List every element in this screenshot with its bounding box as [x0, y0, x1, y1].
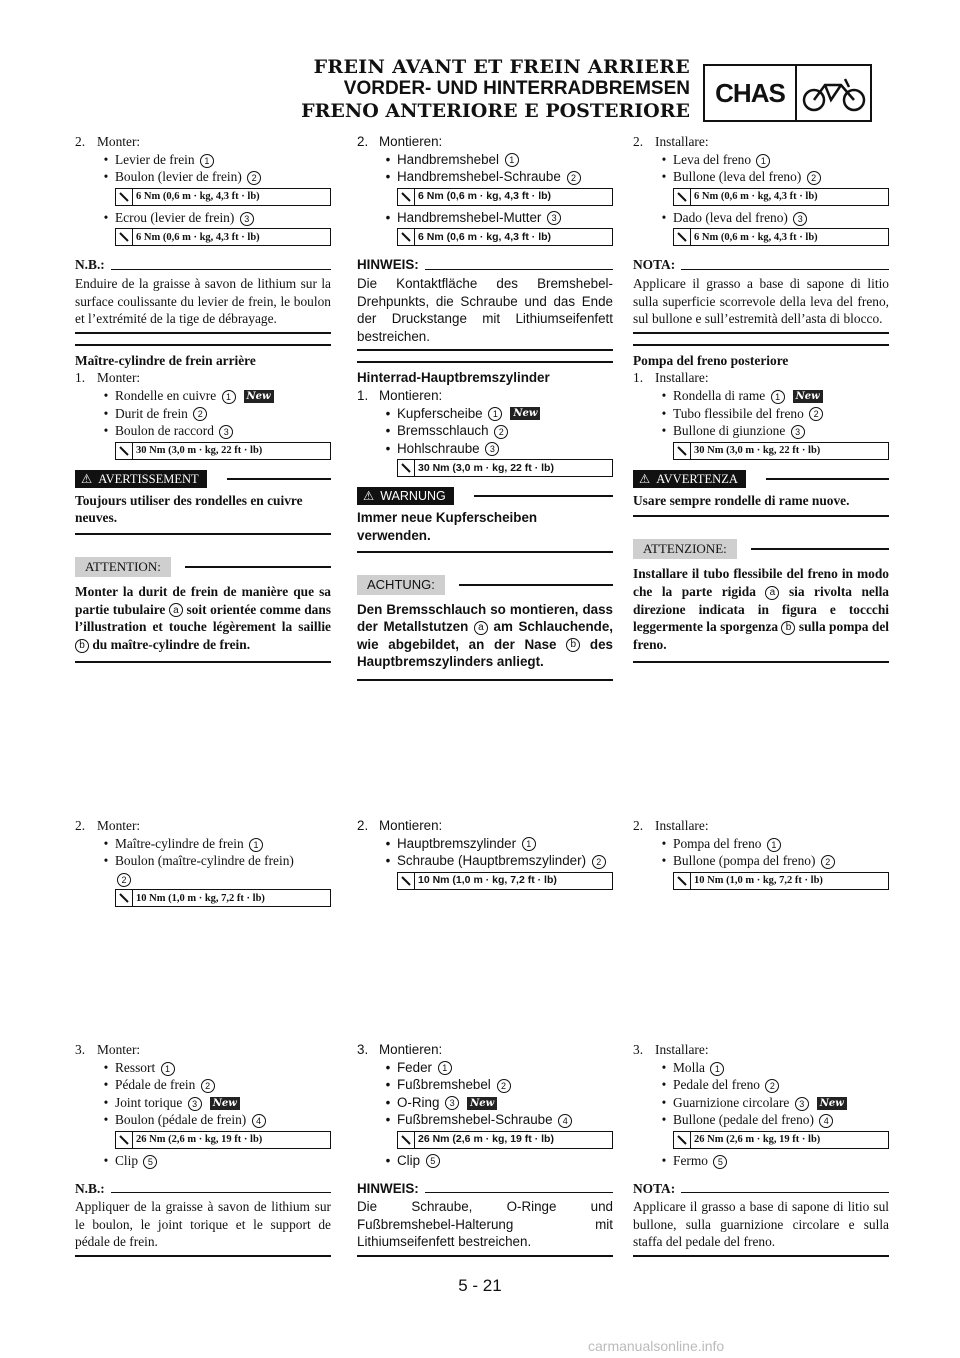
header-title-fr: FREIN AVANT ET FREIN ARRIERE: [313, 56, 690, 78]
torque-value: 26 Nm (2,6 m · kg, 19 ft · lb): [418, 1133, 554, 1146]
item-text: Bullone (leva del freno): [673, 169, 802, 185]
note-text: Enduire de la graisse à savon de lithium sur la surface coulissante du levier de frein, le boulon et l’extrémité de la tige de débrayage.: [75, 275, 331, 334]
wrench-icon: [116, 189, 133, 205]
item-text: Bullone (pompa del freno): [673, 853, 816, 869]
list-item: • Bullone (pedale del freno) 4: [633, 1111, 889, 1129]
note-label: HINWEIS:: [357, 1180, 419, 1196]
item-text: Fußbremshebel: [397, 1077, 491, 1093]
section-code: CHAS: [705, 66, 797, 120]
note-text: Appliquer de la graisse à savon de lithium sur le boulon, le joint torique et le support de pédale de frein.: [75, 1198, 331, 1257]
caution-text: Den Bremsschlauch so montieren, dass der Metallstutzen a am Schlauchende, wie abgebildet, an der Nase b des Hauptbremszylinders anliegt.: [357, 601, 613, 681]
item-text: Durit de frein: [115, 405, 188, 421]
note-header: [633, 1180, 889, 1198]
list-item: • Boulon (pédale de frein) 4: [75, 1111, 331, 1129]
torque-spec: [397, 188, 613, 206]
note-label: NOTA:: [633, 1180, 676, 1196]
list-item: • Joint torique 3 New: [75, 1094, 331, 1112]
item-text: Rondelle en cuivre: [115, 387, 217, 403]
list-item: • Pedale del freno 2: [633, 1076, 889, 1094]
page-header: [301, 56, 690, 122]
new-badge: New: [510, 407, 540, 420]
item-text: Boulon (pédale de frein): [115, 1112, 247, 1128]
wrench-icon: [398, 873, 415, 889]
note-header: [75, 1180, 331, 1198]
list-item: • Handbremshebel 1: [357, 151, 613, 169]
callout-1: 1: [710, 1062, 724, 1076]
torque-value: 10 Nm (1,0 m · kg, 7,2 ft · lb): [694, 874, 823, 886]
callout-a: a: [765, 586, 779, 600]
callout-2: 2: [247, 171, 261, 185]
list-item: • Hauptbremszylinder 1: [357, 835, 613, 853]
item-text: Kupferscheibe: [397, 405, 483, 421]
item-text: O-Ring: [397, 1094, 440, 1110]
list-item: • Hohlschraube 3: [357, 440, 613, 458]
list-item: • Pédale de frein 2: [75, 1076, 331, 1094]
item-text: Boulon (maître-cylindre de frein): [115, 853, 294, 869]
new-badge: New: [244, 390, 274, 403]
step-verb: Installare:: [655, 370, 709, 386]
col-it-block1: [633, 133, 889, 663]
item-text: Schraube (Hauptbremszylinder): [397, 853, 587, 869]
caution-header: [357, 575, 613, 595]
step-verb: Monter:: [97, 818, 141, 833]
caution-text: Installare il tubo flessibile del freno in modo che la parte rigida a sia rivolta nella direzione indicata in figura e toccchi leggermente la sporgenza b sulla pompa del freno.: [633, 565, 889, 663]
callout-1: 1: [200, 154, 214, 168]
item-text: Ecrou (levier de frein): [115, 209, 235, 225]
note-label: NOTA:: [633, 257, 676, 273]
callout-a: a: [474, 621, 488, 635]
item-text: Fermo: [673, 1152, 708, 1168]
step-verb: Installare:: [655, 1042, 709, 1057]
torque-spec: [673, 1131, 889, 1149]
step: [75, 817, 331, 835]
list-item: • Leva del freno 1: [633, 151, 889, 169]
callout-3: 3: [445, 1096, 459, 1110]
step-verb: Monter:: [97, 1042, 141, 1057]
list-item: • Boulon (levier de frein) 2: [75, 168, 331, 186]
warning-triangle-icon: ⚠: [363, 489, 375, 504]
list-item: • Handbremshebel-Schraube 2: [357, 168, 613, 186]
section-title: Maître-cylindre de frein arrière: [75, 344, 331, 370]
warning-text: Immer neue Kupferscheiben verwenden.: [357, 509, 613, 552]
wrench-icon: [398, 460, 415, 476]
callout-3: 3: [219, 425, 233, 439]
step: [75, 133, 331, 151]
list-item: • Fußbremshebel-Schraube 4: [357, 1111, 613, 1129]
item-text: Boulon (levier de frein): [115, 169, 242, 185]
caution-text: Monter la durit de frein de manière que sa partie tubulaire a soit orientée comme dans l’illustration et touche légèrement la saillie b du maître-cylindre de frein.: [75, 583, 331, 663]
wrench-icon: [116, 229, 133, 245]
torque-spec: [397, 872, 613, 890]
note-label: N.B.:: [75, 1180, 105, 1196]
list-item: • Feder 1: [357, 1059, 613, 1077]
warning-header: [75, 470, 331, 488]
new-badge: New: [817, 1097, 847, 1110]
item-text: Clip: [397, 1152, 421, 1168]
torque-value: 6 Nm (0,6 m · kg, 4,3 ft · lb): [136, 231, 260, 243]
callout-1: 1: [767, 838, 781, 852]
item-text: Tubo flessibile del freno: [673, 405, 804, 421]
callout-a: a: [169, 603, 183, 617]
item-text: Leva del freno: [673, 151, 752, 167]
torque-spec: [115, 889, 331, 907]
torque-spec: [115, 442, 331, 460]
new-badge: New: [793, 390, 823, 403]
col-it-block2: [633, 817, 889, 893]
warning-header: [357, 487, 613, 505]
note-header: [633, 256, 889, 274]
step-number: 2.: [357, 818, 369, 833]
callout-2: 2: [592, 855, 606, 869]
callout-2: 2: [193, 407, 207, 421]
caution-label: ATTENZIONE:: [633, 539, 737, 559]
callout-2: 2: [809, 407, 823, 421]
callout-1: 1: [488, 407, 502, 421]
torque-value: 30 Nm (3,0 m · kg, 22 ft · lb): [694, 444, 821, 456]
warning-label: WARNUNG: [380, 489, 446, 504]
item-text: Rondella di rame: [673, 387, 766, 403]
note-text: Die Schraube, O-Ringe und Fußbremshebel-Halterung mit Lithiumseifenfett bestreichen.: [357, 1198, 613, 1257]
step-verb: Monter:: [97, 370, 141, 386]
list-item: • Bullone di giunzione 3: [633, 422, 889, 440]
item-text: Guarnizione circolare: [673, 1094, 790, 1110]
step-verb: Montieren:: [379, 134, 443, 149]
torque-spec: [673, 442, 889, 460]
callout-2: 2: [567, 171, 581, 185]
callout-1: 1: [756, 154, 770, 168]
callout-1: 1: [161, 1062, 175, 1076]
note-text: Applicare il grasso a base di sapone di litio sulla superficie scorrevole della leva del freno, sul bullone e sull’estremità dell’asta di blocco.: [633, 275, 889, 334]
callout-3: 3: [795, 1097, 809, 1111]
callout-4: 4: [819, 1114, 833, 1128]
col-fr-block2: [75, 817, 331, 910]
item-text: Bullone di giunzione: [673, 423, 786, 439]
step-verb: Installare:: [655, 134, 709, 149]
list-item: • Bullone (pompa del freno) 2: [633, 852, 889, 870]
list-item: • Fermo 5: [633, 1152, 889, 1170]
wrench-icon: [398, 229, 415, 245]
warning-text: Usare sempre rondelle di rame nuove.: [633, 492, 889, 518]
torque-spec: [673, 228, 889, 246]
list-item: • Boulon (maître-cylindre de frein) 2: [103, 853, 294, 885]
step: [75, 1041, 331, 1059]
callout-4: 4: [252, 1114, 266, 1128]
wrench-icon: [674, 443, 691, 459]
item-text: Clip: [115, 1152, 139, 1168]
item-text: Bremsschlauch: [397, 423, 489, 439]
torque-spec: [115, 228, 331, 246]
item-text: Handbremshebel: [397, 151, 499, 167]
callout-1: 1: [771, 390, 785, 404]
step: [357, 1041, 613, 1059]
torque-value: 6 Nm (0,6 m · kg, 4,3 ft · lb): [694, 231, 818, 243]
list-item: • Levier de frein 1: [75, 151, 331, 169]
step-number: 1.: [633, 370, 644, 386]
item-text: Pédale de frein: [115, 1077, 196, 1093]
list-item: • Boulon de raccord 3: [75, 422, 331, 440]
callout-5: 5: [426, 1154, 440, 1168]
torque-value: 6 Nm (0,6 m · kg, 4,3 ft · lb): [418, 230, 552, 243]
torque-value: 6 Nm (0,6 m · kg, 4,3 ft · lb): [136, 190, 260, 202]
wrench-icon: [674, 229, 691, 245]
step: [633, 817, 889, 835]
torque-value: 26 Nm (2,6 m · kg, 19 ft · lb): [694, 1134, 821, 1146]
item-text: Bullone (pedale del freno): [673, 1112, 814, 1128]
step-verb: Montieren:: [379, 818, 443, 833]
torque-value: 30 Nm (3,0 m · kg, 22 ft · lb): [418, 461, 554, 474]
watermark: carmanualsonline.info: [588, 1338, 725, 1354]
callout-1: 1: [438, 1061, 452, 1075]
col-de-block3: [357, 1041, 613, 1257]
callout-3: 3: [240, 212, 254, 226]
step: [357, 133, 613, 151]
item-text: Dado (leva del freno): [673, 209, 788, 225]
step: [633, 133, 889, 151]
list-item: • Molla 1: [633, 1059, 889, 1077]
wrench-icon: [398, 1132, 415, 1148]
callout-1: 1: [249, 838, 263, 852]
item-text: Ressort: [115, 1059, 156, 1075]
page-number: 5 - 21: [458, 1276, 502, 1295]
col-it-block3: [633, 1041, 889, 1257]
note-header: [357, 256, 613, 274]
torque-value: 10 Nm (1,0 m · kg, 7,2 ft · lb): [418, 873, 557, 886]
torque-spec: [397, 459, 613, 477]
new-badge: New: [210, 1097, 240, 1110]
warning-triangle-icon: ⚠: [81, 471, 93, 486]
item-text: Feder: [397, 1059, 432, 1075]
callout-b: b: [781, 621, 795, 635]
callout-2: 2: [765, 1079, 779, 1093]
callout-3: 3: [547, 211, 561, 225]
warning-header: [633, 470, 889, 488]
torque-spec: [115, 1131, 331, 1149]
step: [357, 387, 613, 405]
item-text: Fußbremshebel-Schraube: [397, 1112, 553, 1128]
step: [633, 1041, 889, 1059]
step-number: 3.: [75, 1042, 86, 1057]
list-item: • Ressort 1: [75, 1059, 331, 1077]
note-header: [75, 256, 331, 274]
callout-5: 5: [713, 1155, 727, 1169]
step-verb: Installare:: [655, 818, 709, 833]
wrench-icon: [674, 1132, 691, 1148]
step: [75, 369, 331, 387]
item-text: Hohlschraube: [397, 440, 480, 456]
list-item: • Bullone (leva del freno) 2: [633, 168, 889, 186]
section-badge: [703, 64, 872, 122]
step-verb: Monter:: [97, 134, 141, 149]
wrench-icon: [674, 189, 691, 205]
wrench-icon: [116, 1132, 133, 1148]
list-item: • Tubo flessibile del freno 2: [633, 405, 889, 423]
wrench-icon: [116, 443, 133, 459]
callout-b: b: [75, 639, 89, 653]
torque-spec: [397, 228, 613, 246]
item-text: Pompa del freno: [673, 835, 762, 851]
torque-spec: [673, 872, 889, 890]
step-number: 2.: [633, 818, 644, 833]
col-fr-block1: [75, 133, 331, 663]
torque-spec: [397, 1131, 613, 1149]
list-item: • Durit de frein 2: [75, 405, 331, 423]
step-number: 3.: [357, 1042, 369, 1057]
header-title-de: VORDER- UND HINTERRADBREMSEN: [343, 78, 690, 99]
callout-2: 2: [117, 873, 131, 887]
step-number: 2.: [75, 134, 86, 149]
callout-1: 1: [222, 390, 236, 404]
list-item: • Maître-cylindre de frein 1: [75, 835, 331, 853]
item-text: Boulon de raccord: [115, 423, 214, 439]
callout-5: 5: [143, 1155, 157, 1169]
wrench-icon: [398, 189, 415, 205]
callout-1: 1: [522, 837, 536, 851]
callout-2: 2: [821, 855, 835, 869]
new-badge: New: [467, 1097, 497, 1110]
note-label: N.B.:: [75, 257, 105, 273]
item-text: Handbremshebel-Schraube: [397, 169, 561, 185]
list-item: • Clip 5: [75, 1152, 331, 1170]
step: [633, 369, 889, 387]
warning-label: AVERTISSEMENT: [98, 471, 199, 486]
caution-label: ATTENTION:: [75, 557, 171, 577]
step-number: 2.: [357, 134, 369, 149]
callout-4: 4: [558, 1114, 572, 1128]
list-item: • Kupferscheibe 1 New: [357, 405, 613, 423]
item-text: Handbremshebel-Mutter: [397, 209, 542, 225]
col-de-block1: [357, 133, 613, 681]
col-de-block2: [357, 817, 613, 893]
list-item: • Schraube (Hauptbremszylinder) 2: [357, 852, 613, 870]
callout-3: 3: [485, 442, 499, 456]
callout-2: 2: [201, 1079, 215, 1093]
step-number: 2.: [633, 134, 644, 149]
item-text: Maître-cylindre de frein: [115, 835, 244, 851]
header-title-it: FRENO ANTERIORE E POSTERIORE: [301, 100, 690, 122]
callout-1: 1: [505, 153, 519, 167]
motorcycle-icon: [797, 66, 870, 120]
item-text: Molla: [673, 1059, 705, 1075]
torque-value: 6 Nm (0,6 m · kg, 4,3 ft · lb): [418, 189, 552, 202]
col-fr-block3: [75, 1041, 331, 1257]
list-item: • Rondella di rame 1 New: [633, 387, 889, 405]
caution-label: ACHTUNG:: [357, 575, 445, 595]
torque-spec: [115, 188, 331, 206]
list-item: • Rondelle en cuivre 1 New: [75, 387, 331, 405]
note-text: Die Kontaktfläche des Bremshebel-Drehpunkts, die Schraube und das Ende der Druckstange mit Lithiumseifenfett bestreichen.: [357, 275, 613, 351]
step-number: 1.: [75, 370, 86, 386]
callout-2: 2: [494, 425, 508, 439]
callout-2: 2: [807, 171, 821, 185]
list-item: • Fußbremshebel 2: [357, 1076, 613, 1094]
step-number: 2.: [75, 818, 86, 833]
list-item: • Ecrou (levier de frein) 3: [75, 209, 331, 227]
caution-header: [633, 539, 889, 559]
list-item: • Guarnizione circolare 3 New: [633, 1094, 889, 1112]
step-verb: Montieren:: [379, 387, 443, 403]
warning-label: AVVERTENZA: [656, 471, 738, 486]
section-title: Pompa del freno posteriore: [633, 344, 889, 370]
list-item: • Bremsschlauch 2: [357, 422, 613, 440]
callout-3: 3: [791, 425, 805, 439]
item-text: Pedale del freno: [673, 1077, 760, 1093]
torque-spec: [673, 188, 889, 206]
callout-3: 3: [188, 1097, 202, 1111]
list-item: • Pompa del freno 1: [633, 835, 889, 853]
step-verb: Montieren:: [379, 1042, 443, 1057]
step-number: 3.: [633, 1042, 644, 1057]
torque-value: 10 Nm (1,0 m · kg, 7,2 ft · lb): [136, 892, 265, 904]
list-item: • Dado (leva del freno) 3: [633, 209, 889, 227]
torque-value: 26 Nm (2,6 m · kg, 19 ft · lb): [136, 1134, 263, 1146]
wrench-icon: [674, 873, 691, 889]
item-text: Levier de frein: [115, 151, 195, 167]
list-item: • Handbremshebel-Mutter 3: [357, 209, 613, 227]
item-text: Joint torique: [115, 1094, 183, 1110]
torque-value: 30 Nm (3,0 m · kg, 22 ft · lb): [136, 444, 263, 456]
step-number: 1.: [357, 387, 369, 403]
note-label: HINWEIS:: [357, 257, 419, 273]
callout-2: 2: [497, 1079, 511, 1093]
warning-text: Toujours utiliser des rondelles en cuivre neuves.: [75, 492, 331, 535]
warning-triangle-icon: ⚠: [639, 471, 651, 486]
callout-3: 3: [793, 212, 807, 226]
caution-header: [75, 557, 331, 577]
wrench-icon: [116, 890, 133, 906]
callout-b: b: [566, 638, 580, 652]
list-item: • Clip 5: [357, 1152, 613, 1170]
list-item: • O-Ring 3 New: [357, 1094, 613, 1112]
item-text: Hauptbremszylinder: [397, 835, 517, 851]
torque-value: 6 Nm (0,6 m · kg, 4,3 ft · lb): [694, 190, 818, 202]
note-header: [357, 1180, 613, 1198]
note-text: Applicare il grasso a base di sapone di litio sul bullone, sulla guarnizione circolare e sulla staffa del pedale del freno.: [633, 1198, 889, 1257]
section-title: Hinterrad-Hauptbremszylinder: [357, 361, 613, 387]
step: [357, 817, 613, 835]
